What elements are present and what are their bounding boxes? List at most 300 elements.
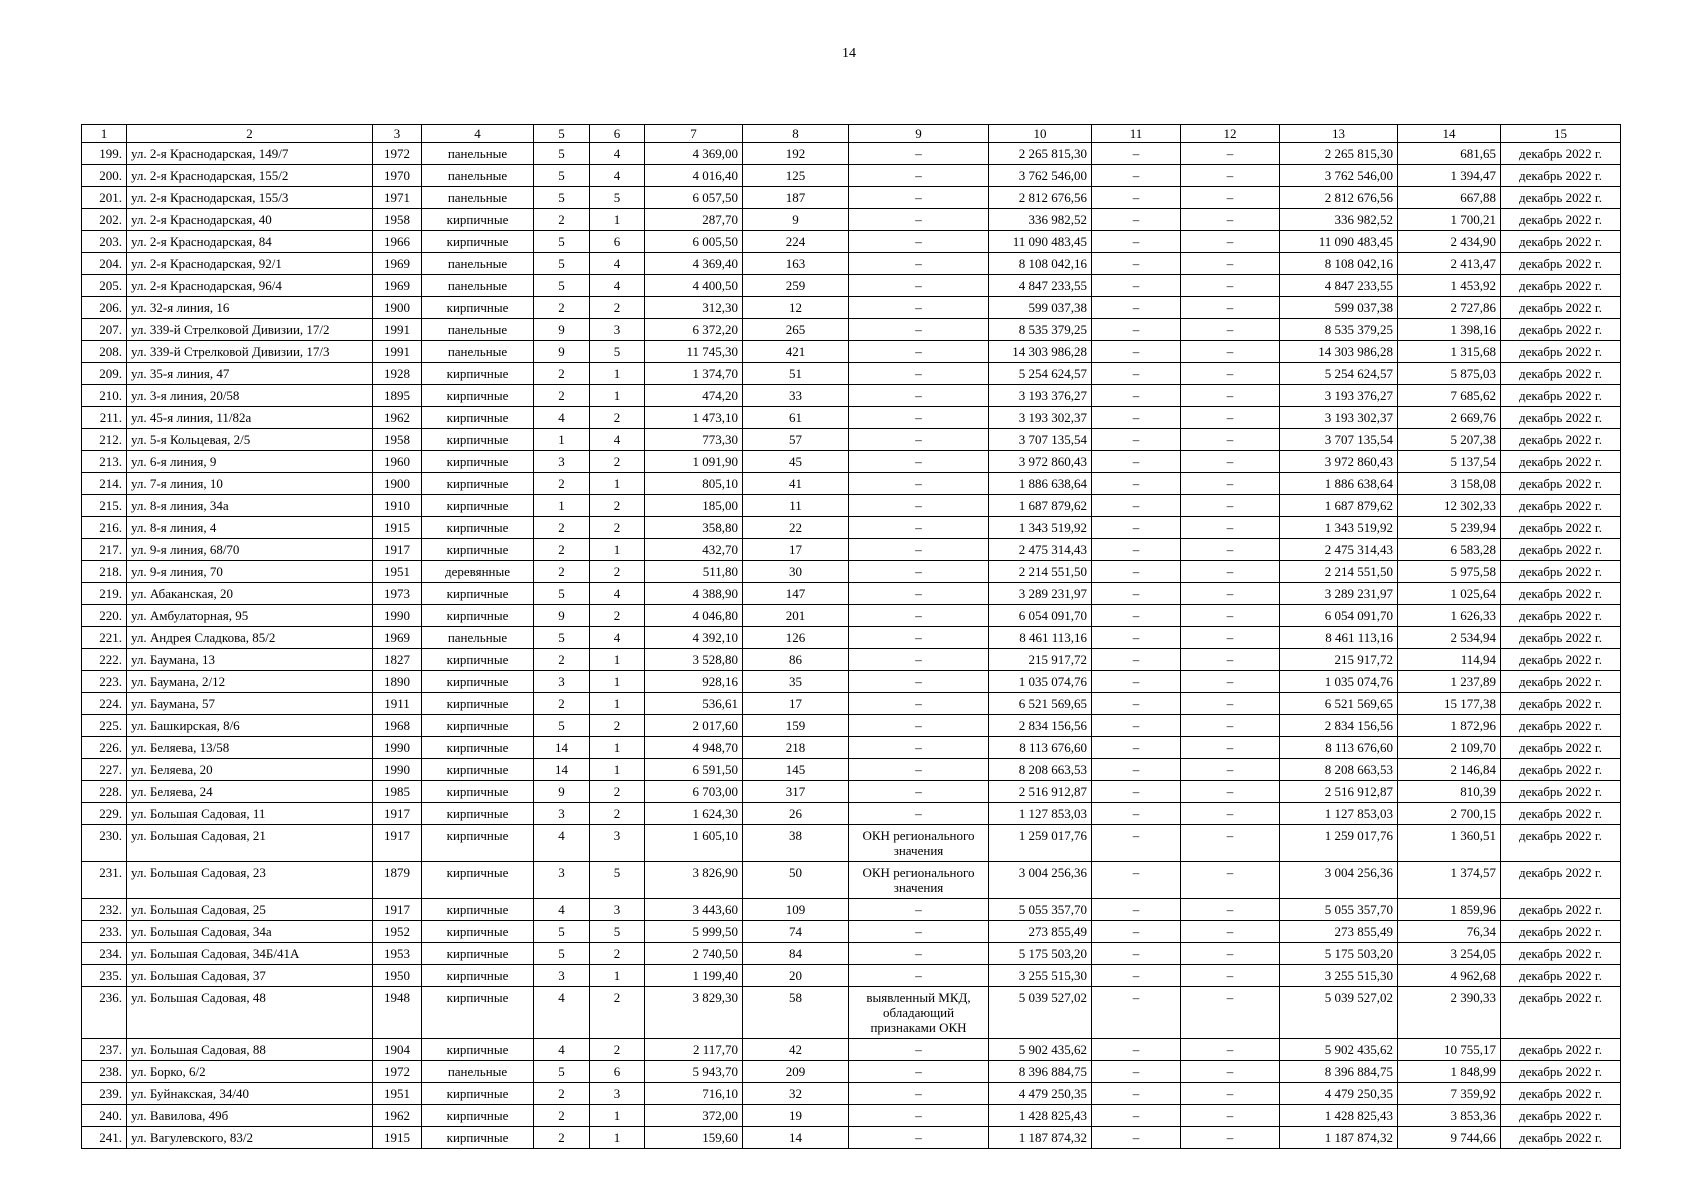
address-cell: ул. Большая Садовая, 25 — [127, 899, 373, 921]
completion-date-cell: декабрь 2022 г. — [1501, 627, 1621, 649]
cost-cell: 215 917,72 — [989, 649, 1092, 671]
row-number-cell: 199. — [82, 143, 127, 165]
year-built-cell: 1972 — [373, 1061, 422, 1083]
total-cost-cell: 1 886 638,64 — [1280, 473, 1398, 495]
area-cell: 159,60 — [645, 1127, 743, 1149]
address-cell: ул. 339-й Стрелковой Дивизии, 17/3 — [127, 341, 373, 363]
completion-date-cell: декабрь 2022 г. — [1501, 209, 1621, 231]
table-row — [82, 297, 1621, 319]
heritage-status-cell: – — [849, 1039, 989, 1061]
wall-material-cell: кирпичные — [422, 473, 534, 495]
column-header: 12 — [1181, 125, 1280, 143]
total-cost-cell: 8 535 379,25 — [1280, 319, 1398, 341]
address-cell: ул. 6-я линия, 9 — [127, 451, 373, 473]
floors-cell: 1 — [534, 495, 590, 517]
completion-date-cell: декабрь 2022 г. — [1501, 363, 1621, 385]
cost-per-sqm-cell: 5 207,38 — [1398, 429, 1501, 451]
year-built-cell: 1971 — [373, 187, 422, 209]
year-built-cell: 1900 — [373, 473, 422, 495]
address-cell: ул. Большая Садовая, 21 — [127, 825, 373, 862]
col-12-cell: – — [1181, 517, 1280, 539]
entrances-cell: 4 — [590, 275, 645, 297]
entrances-cell: 5 — [590, 187, 645, 209]
floors-cell: 9 — [534, 605, 590, 627]
address-cell: ул. 2-я Краснодарская, 96/4 — [127, 275, 373, 297]
row-number-cell: 207. — [82, 319, 127, 341]
total-cost-cell: 6 054 091,70 — [1280, 605, 1398, 627]
col-12-cell: – — [1181, 209, 1280, 231]
col-11-cell: – — [1092, 715, 1181, 737]
cost-per-sqm-cell: 7 359,92 — [1398, 1083, 1501, 1105]
table-row — [82, 363, 1621, 385]
column-header: 10 — [989, 125, 1092, 143]
cost-cell: 3 255 515,30 — [989, 965, 1092, 987]
col-11-cell: – — [1092, 209, 1181, 231]
area-cell: 1 091,90 — [645, 451, 743, 473]
year-built-cell: 1928 — [373, 363, 422, 385]
heritage-status-cell: – — [849, 209, 989, 231]
heritage-status-cell: – — [849, 899, 989, 921]
cost-per-sqm-cell: 2 146,84 — [1398, 759, 1501, 781]
heritage-status-cell: – — [849, 965, 989, 987]
cost-per-sqm-cell: 1 025,64 — [1398, 583, 1501, 605]
wall-material-cell: кирпичные — [422, 715, 534, 737]
wall-material-cell: кирпичные — [422, 231, 534, 253]
completion-date-cell: декабрь 2022 г. — [1501, 649, 1621, 671]
table-row — [82, 1105, 1621, 1127]
col-12-cell: – — [1181, 693, 1280, 715]
col-11-cell: – — [1092, 605, 1181, 627]
total-cost-cell: 3 255 515,30 — [1280, 965, 1398, 987]
area-cell: 3 528,80 — [645, 649, 743, 671]
year-built-cell: 1970 — [373, 165, 422, 187]
year-built-cell: 1910 — [373, 495, 422, 517]
heritage-status-cell: – — [849, 583, 989, 605]
wall-material-cell: кирпичные — [422, 539, 534, 561]
cost-per-sqm-cell: 114,94 — [1398, 649, 1501, 671]
wall-material-cell: кирпичные — [422, 965, 534, 987]
year-built-cell: 1950 — [373, 965, 422, 987]
residents-cell: 224 — [743, 231, 849, 253]
completion-date-cell: декабрь 2022 г. — [1501, 987, 1621, 1039]
cost-per-sqm-cell: 12 302,33 — [1398, 495, 1501, 517]
year-built-cell: 1966 — [373, 231, 422, 253]
cost-per-sqm-cell: 2 434,90 — [1398, 231, 1501, 253]
area-cell: 5 943,70 — [645, 1061, 743, 1083]
col-11-cell: – — [1092, 781, 1181, 803]
completion-date-cell: декабрь 2022 г. — [1501, 539, 1621, 561]
cost-cell: 14 303 986,28 — [989, 341, 1092, 363]
entrances-cell: 2 — [590, 803, 645, 825]
entrances-cell: 4 — [590, 583, 645, 605]
area-cell: 4 388,90 — [645, 583, 743, 605]
cost-cell: 8 108 042,16 — [989, 253, 1092, 275]
residents-cell: 209 — [743, 1061, 849, 1083]
address-cell: ул. Большая Садовая, 37 — [127, 965, 373, 987]
area-cell: 6 057,50 — [645, 187, 743, 209]
cost-cell: 5 175 503,20 — [989, 943, 1092, 965]
cost-per-sqm-cell: 1 626,33 — [1398, 605, 1501, 627]
residents-cell: 86 — [743, 649, 849, 671]
address-cell: ул. 2-я Краснодарская, 149/7 — [127, 143, 373, 165]
cost-cell: 3 289 231,97 — [989, 583, 1092, 605]
col-12-cell: – — [1181, 715, 1280, 737]
floors-cell: 14 — [534, 759, 590, 781]
floors-cell: 2 — [534, 539, 590, 561]
entrances-cell: 1 — [590, 759, 645, 781]
heritage-status-cell: – — [849, 297, 989, 319]
year-built-cell: 1973 — [373, 583, 422, 605]
table-row — [82, 495, 1621, 517]
area-cell: 185,00 — [645, 495, 743, 517]
completion-date-cell: декабрь 2022 г. — [1501, 965, 1621, 987]
area-cell: 1 473,10 — [645, 407, 743, 429]
wall-material-cell: кирпичные — [422, 943, 534, 965]
cost-per-sqm-cell: 9 744,66 — [1398, 1127, 1501, 1149]
cost-cell: 336 982,52 — [989, 209, 1092, 231]
cost-cell: 11 090 483,45 — [989, 231, 1092, 253]
residents-cell: 201 — [743, 605, 849, 627]
entrances-cell: 2 — [590, 517, 645, 539]
floors-cell: 5 — [534, 187, 590, 209]
year-built-cell: 1991 — [373, 319, 422, 341]
year-built-cell: 1879 — [373, 862, 422, 899]
floors-cell: 9 — [534, 781, 590, 803]
total-cost-cell: 11 090 483,45 — [1280, 231, 1398, 253]
row-number-cell: 230. — [82, 825, 127, 862]
floors-cell: 2 — [534, 1083, 590, 1105]
completion-date-cell: декабрь 2022 г. — [1501, 693, 1621, 715]
residents-cell: 218 — [743, 737, 849, 759]
heritage-status-cell: – — [849, 759, 989, 781]
heritage-status-cell: – — [849, 253, 989, 275]
heritage-status-cell: – — [849, 627, 989, 649]
col-11-cell: – — [1092, 1105, 1181, 1127]
heritage-status-cell: – — [849, 363, 989, 385]
heritage-status-cell: – — [849, 385, 989, 407]
residents-cell: 14 — [743, 1127, 849, 1149]
entrances-cell: 1 — [590, 363, 645, 385]
area-cell: 372,00 — [645, 1105, 743, 1127]
table-row — [82, 715, 1621, 737]
col-12-cell: – — [1181, 965, 1280, 987]
table-row — [82, 165, 1621, 187]
area-cell: 4 948,70 — [645, 737, 743, 759]
row-number-cell: 223. — [82, 671, 127, 693]
residents-cell: 145 — [743, 759, 849, 781]
col-12-cell: – — [1181, 341, 1280, 363]
year-built-cell: 1952 — [373, 921, 422, 943]
year-built-cell: 1969 — [373, 627, 422, 649]
address-cell: ул. 7-я линия, 10 — [127, 473, 373, 495]
address-cell: ул. Вагулевского, 83/2 — [127, 1127, 373, 1149]
total-cost-cell: 2 214 551,50 — [1280, 561, 1398, 583]
residents-cell: 11 — [743, 495, 849, 517]
wall-material-cell: панельные — [422, 143, 534, 165]
area-cell: 2 017,60 — [645, 715, 743, 737]
floors-cell: 5 — [534, 715, 590, 737]
area-cell: 474,20 — [645, 385, 743, 407]
col-12-cell: – — [1181, 363, 1280, 385]
cost-cell: 1 259 017,76 — [989, 825, 1092, 862]
heritage-status-cell: – — [849, 737, 989, 759]
completion-date-cell: декабрь 2022 г. — [1501, 921, 1621, 943]
residents-cell: 126 — [743, 627, 849, 649]
heritage-status-cell: – — [849, 341, 989, 363]
cost-cell: 8 535 379,25 — [989, 319, 1092, 341]
address-cell: ул. Вавилова, 49б — [127, 1105, 373, 1127]
address-cell: ул. Буйнакская, 34/40 — [127, 1083, 373, 1105]
wall-material-cell: панельные — [422, 627, 534, 649]
cost-cell: 1 187 874,32 — [989, 1127, 1092, 1149]
col-12-cell: – — [1181, 943, 1280, 965]
col-11-cell: – — [1092, 862, 1181, 899]
entrances-cell: 4 — [590, 429, 645, 451]
residents-cell: 19 — [743, 1105, 849, 1127]
wall-material-cell: кирпичные — [422, 671, 534, 693]
total-cost-cell: 3 289 231,97 — [1280, 583, 1398, 605]
wall-material-cell: кирпичные — [422, 781, 534, 803]
year-built-cell: 1895 — [373, 385, 422, 407]
completion-date-cell: декабрь 2022 г. — [1501, 862, 1621, 899]
table-row — [82, 1083, 1621, 1105]
col-12-cell: – — [1181, 275, 1280, 297]
col-12-cell: – — [1181, 143, 1280, 165]
total-cost-cell: 2 475 314,43 — [1280, 539, 1398, 561]
row-number-cell: 235. — [82, 965, 127, 987]
cost-cell: 8 113 676,60 — [989, 737, 1092, 759]
completion-date-cell: декабрь 2022 г. — [1501, 561, 1621, 583]
completion-date-cell: декабрь 2022 г. — [1501, 517, 1621, 539]
row-number-cell: 227. — [82, 759, 127, 781]
address-cell: ул. 3-я линия, 20/58 — [127, 385, 373, 407]
area-cell: 6 703,00 — [645, 781, 743, 803]
area-cell: 2 740,50 — [645, 943, 743, 965]
wall-material-cell: кирпичные — [422, 385, 534, 407]
col-12-cell: – — [1181, 649, 1280, 671]
completion-date-cell: декабрь 2022 г. — [1501, 1083, 1621, 1105]
cost-per-sqm-cell: 2 727,86 — [1398, 297, 1501, 319]
col-11-cell: – — [1092, 899, 1181, 921]
total-cost-cell: 8 113 676,60 — [1280, 737, 1398, 759]
address-cell: ул. Андрея Сладкова, 85/2 — [127, 627, 373, 649]
entrances-cell: 4 — [590, 627, 645, 649]
residents-cell: 259 — [743, 275, 849, 297]
cost-per-sqm-cell: 10 755,17 — [1398, 1039, 1501, 1061]
completion-date-cell: декабрь 2022 г. — [1501, 165, 1621, 187]
wall-material-cell: кирпичные — [422, 297, 534, 319]
residents-cell: 421 — [743, 341, 849, 363]
heritage-status-cell: ОКН регионального значения — [849, 862, 989, 899]
wall-material-cell: кирпичные — [422, 921, 534, 943]
year-built-cell: 1960 — [373, 451, 422, 473]
cost-cell: 1 886 638,64 — [989, 473, 1092, 495]
col-11-cell: – — [1092, 341, 1181, 363]
row-number-cell: 206. — [82, 297, 127, 319]
cost-per-sqm-cell: 4 962,68 — [1398, 965, 1501, 987]
total-cost-cell: 1 687 879,62 — [1280, 495, 1398, 517]
year-built-cell: 1972 — [373, 143, 422, 165]
total-cost-cell: 1 035 074,76 — [1280, 671, 1398, 693]
table-row — [82, 451, 1621, 473]
floors-cell: 5 — [534, 627, 590, 649]
address-cell: ул. Баумана, 57 — [127, 693, 373, 715]
row-number-cell: 226. — [82, 737, 127, 759]
col-11-cell: – — [1092, 275, 1181, 297]
total-cost-cell: 3 972 860,43 — [1280, 451, 1398, 473]
total-cost-cell: 8 108 042,16 — [1280, 253, 1398, 275]
floors-cell: 2 — [534, 385, 590, 407]
floors-cell: 14 — [534, 737, 590, 759]
row-number-cell: 202. — [82, 209, 127, 231]
col-12-cell: – — [1181, 737, 1280, 759]
area-cell: 4 369,40 — [645, 253, 743, 275]
heritage-status-cell: – — [849, 539, 989, 561]
completion-date-cell: декабрь 2022 г. — [1501, 187, 1621, 209]
cost-per-sqm-cell: 3 853,36 — [1398, 1105, 1501, 1127]
cost-cell: 6 054 091,70 — [989, 605, 1092, 627]
completion-date-cell: декабрь 2022 г. — [1501, 407, 1621, 429]
row-number-cell: 213. — [82, 451, 127, 473]
cost-cell: 5 055 357,70 — [989, 899, 1092, 921]
col-11-cell: – — [1092, 965, 1181, 987]
completion-date-cell: декабрь 2022 г. — [1501, 473, 1621, 495]
cost-cell: 1 035 074,76 — [989, 671, 1092, 693]
row-number-cell: 232. — [82, 899, 127, 921]
completion-date-cell: декабрь 2022 г. — [1501, 495, 1621, 517]
wall-material-cell: кирпичные — [422, 583, 534, 605]
row-number-cell: 217. — [82, 539, 127, 561]
entrances-cell: 1 — [590, 209, 645, 231]
floors-cell: 3 — [534, 803, 590, 825]
year-built-cell: 1915 — [373, 1127, 422, 1149]
wall-material-cell: кирпичные — [422, 451, 534, 473]
row-number-cell: 237. — [82, 1039, 127, 1061]
wall-material-cell: кирпичные — [422, 1039, 534, 1061]
heritage-status-cell: – — [849, 1083, 989, 1105]
col-12-cell: – — [1181, 825, 1280, 862]
cost-cell: 3 004 256,36 — [989, 862, 1092, 899]
address-cell: ул. 45-я линия, 11/82а — [127, 407, 373, 429]
total-cost-cell: 8 461 113,16 — [1280, 627, 1398, 649]
column-header: 6 — [590, 125, 645, 143]
column-header: 11 — [1092, 125, 1181, 143]
area-cell: 2 117,70 — [645, 1039, 743, 1061]
col-11-cell: – — [1092, 297, 1181, 319]
heritage-status-cell: – — [849, 429, 989, 451]
wall-material-cell: кирпичные — [422, 1083, 534, 1105]
total-cost-cell: 1 259 017,76 — [1280, 825, 1398, 862]
total-cost-cell: 3 193 376,27 — [1280, 385, 1398, 407]
cost-cell: 1 343 519,92 — [989, 517, 1092, 539]
col-11-cell: – — [1092, 253, 1181, 275]
completion-date-cell: декабрь 2022 г. — [1501, 781, 1621, 803]
table-row — [82, 187, 1621, 209]
entrances-cell: 3 — [590, 319, 645, 341]
table-row — [82, 1127, 1621, 1149]
floors-cell: 2 — [534, 517, 590, 539]
col-11-cell: – — [1092, 671, 1181, 693]
table-row — [82, 803, 1621, 825]
residents-cell: 35 — [743, 671, 849, 693]
completion-date-cell: декабрь 2022 г. — [1501, 319, 1621, 341]
entrances-cell: 6 — [590, 231, 645, 253]
entrances-cell: 2 — [590, 715, 645, 737]
completion-date-cell: декабрь 2022 г. — [1501, 671, 1621, 693]
completion-date-cell: декабрь 2022 г. — [1501, 899, 1621, 921]
entrances-cell: 5 — [590, 921, 645, 943]
floors-cell: 3 — [534, 671, 590, 693]
total-cost-cell: 1 428 825,43 — [1280, 1105, 1398, 1127]
area-cell: 536,61 — [645, 693, 743, 715]
address-cell: ул. 2-я Краснодарская, 40 — [127, 209, 373, 231]
year-built-cell: 1951 — [373, 1083, 422, 1105]
table-row — [82, 693, 1621, 715]
year-built-cell: 1890 — [373, 671, 422, 693]
floors-cell: 4 — [534, 987, 590, 1039]
completion-date-cell: декабрь 2022 г. — [1501, 341, 1621, 363]
entrances-cell: 2 — [590, 297, 645, 319]
wall-material-cell: кирпичные — [422, 407, 534, 429]
completion-date-cell: декабрь 2022 г. — [1501, 297, 1621, 319]
floors-cell: 4 — [534, 1039, 590, 1061]
address-cell: ул. Борко, 6/2 — [127, 1061, 373, 1083]
row-number-cell: 229. — [82, 803, 127, 825]
completion-date-cell: декабрь 2022 г. — [1501, 715, 1621, 737]
cost-cell: 4 479 250,35 — [989, 1083, 1092, 1105]
entrances-cell: 4 — [590, 253, 645, 275]
entrances-cell: 5 — [590, 862, 645, 899]
table-row — [82, 517, 1621, 539]
residents-cell: 147 — [743, 583, 849, 605]
area-cell: 4 016,40 — [645, 165, 743, 187]
address-cell: ул. Абаканская, 20 — [127, 583, 373, 605]
col-11-cell: – — [1092, 1039, 1181, 1061]
cost-cell: 6 521 569,65 — [989, 693, 1092, 715]
row-number-cell: 224. — [82, 693, 127, 715]
wall-material-cell: панельные — [422, 341, 534, 363]
year-built-cell: 1958 — [373, 429, 422, 451]
address-cell: ул. Большая Садовая, 88 — [127, 1039, 373, 1061]
residents-cell: 265 — [743, 319, 849, 341]
col-11-cell: – — [1092, 561, 1181, 583]
floors-cell: 2 — [534, 473, 590, 495]
entrances-cell: 1 — [590, 385, 645, 407]
cost-per-sqm-cell: 1 394,47 — [1398, 165, 1501, 187]
col-11-cell: – — [1092, 451, 1181, 473]
entrances-cell: 1 — [590, 965, 645, 987]
residents-cell: 32 — [743, 1083, 849, 1105]
wall-material-cell: кирпичные — [422, 429, 534, 451]
entrances-cell: 2 — [590, 451, 645, 473]
residents-cell: 51 — [743, 363, 849, 385]
area-cell: 3 826,90 — [645, 862, 743, 899]
heritage-status-cell: – — [849, 693, 989, 715]
completion-date-cell: декабрь 2022 г. — [1501, 803, 1621, 825]
cost-per-sqm-cell: 1 848,99 — [1398, 1061, 1501, 1083]
col-12-cell: – — [1181, 987, 1280, 1039]
heritage-status-cell: – — [849, 649, 989, 671]
table-row — [82, 862, 1621, 899]
row-number-cell: 231. — [82, 862, 127, 899]
cost-cell: 3 972 860,43 — [989, 451, 1092, 473]
cost-cell: 2 475 314,43 — [989, 539, 1092, 561]
col-11-cell: – — [1092, 407, 1181, 429]
area-cell: 3 443,60 — [645, 899, 743, 921]
area-cell: 773,30 — [645, 429, 743, 451]
residents-cell: 26 — [743, 803, 849, 825]
heritage-status-cell: – — [849, 921, 989, 943]
